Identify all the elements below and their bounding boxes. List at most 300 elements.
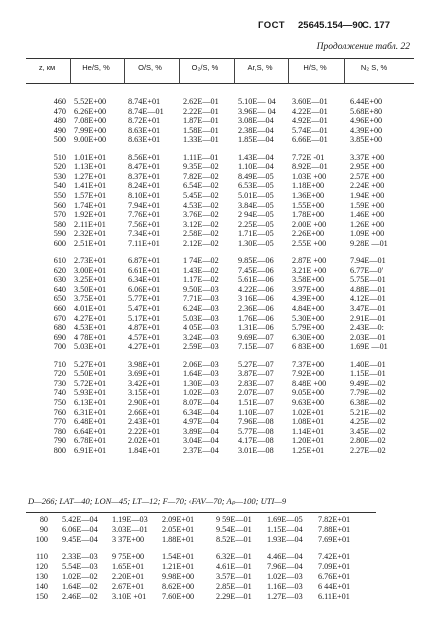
value-cell: 9.45E—04 bbox=[62, 535, 98, 544]
value-cell: 6 83E+00 bbox=[292, 342, 325, 352]
value-cell: 2.00E +00 bbox=[292, 219, 327, 229]
value-cell: 2.02E+01 bbox=[128, 436, 161, 446]
value-cell: 5.17E+01 bbox=[128, 313, 161, 323]
table-row bbox=[0, 191, 422, 201]
table-row bbox=[0, 126, 422, 136]
value-cell: 4 05E—03 bbox=[183, 323, 219, 333]
value-cell: 4 78E+01 bbox=[74, 332, 107, 342]
value-cell: 1.18E+00 bbox=[292, 181, 325, 191]
table-row bbox=[0, 398, 422, 408]
value-cell: 2.57E +00 bbox=[350, 171, 385, 181]
value-cell: 1.10E—07 bbox=[238, 407, 274, 417]
value-cell: 1.02E—02 bbox=[62, 572, 98, 581]
value-cell: 6.11E+01 bbox=[318, 592, 350, 601]
value-cell: 2.36E—06 bbox=[238, 304, 274, 313]
table-row bbox=[0, 172, 422, 182]
altitude-cell: 710 bbox=[53, 359, 66, 369]
value-cell: 1.27E+01 bbox=[74, 171, 107, 181]
value-cell: 8.10E+01 bbox=[128, 190, 161, 200]
value-cell: 2.09E+01 bbox=[162, 515, 195, 524]
value-cell: 8.07E—04 bbox=[183, 397, 219, 407]
altitude-cell: 730 bbox=[53, 378, 66, 388]
value-cell: 6.77E—0' bbox=[350, 265, 384, 275]
value-cell: 5.75E—01 bbox=[350, 275, 386, 285]
altitude-cell: 660 bbox=[53, 304, 66, 313]
value-cell: 3.84E—05 bbox=[238, 200, 274, 210]
value-cell: 1 74E—02 bbox=[183, 256, 219, 266]
value-cell: 4.84E+00 bbox=[292, 304, 325, 313]
value-cell: 2.46E—02 bbox=[62, 592, 98, 601]
altitude-cell: 490 bbox=[53, 125, 66, 135]
value-cell: 4.27E+01 bbox=[74, 313, 107, 323]
value-cell: 2.11E+01 bbox=[74, 219, 106, 229]
altitude-cell: 480 bbox=[53, 116, 66, 126]
value-cell: 1.76E—06 bbox=[238, 313, 274, 323]
value-cell: 9.00E+00 bbox=[74, 135, 107, 145]
altitude-cell: 130 bbox=[35, 572, 48, 581]
value-cell: 8.49E—05 bbox=[238, 171, 274, 181]
value-cell: 4.39E+00 bbox=[292, 294, 325, 304]
value-cell: 5.42E—04 bbox=[62, 515, 98, 524]
value-cell: 3.89E—04 bbox=[183, 426, 219, 436]
table-row bbox=[0, 333, 422, 343]
altitude-cell: 80 bbox=[39, 515, 48, 524]
value-cell: 2.59E—03 bbox=[183, 342, 219, 352]
value-cell: 8.24E+01 bbox=[128, 181, 161, 191]
value-cell: 5.30E+00 bbox=[292, 313, 325, 323]
col-header-n2: N₂ S, % bbox=[360, 63, 388, 72]
value-cell: 3.15E+01 bbox=[128, 388, 161, 398]
value-cell: 2.85E—01 bbox=[216, 582, 252, 591]
value-cell: 4.97E—04 bbox=[183, 417, 219, 427]
value-cell: 8.47E+01 bbox=[128, 162, 161, 172]
value-cell: 9.98E+00 bbox=[162, 572, 195, 581]
value-cell: 6.24E—03 bbox=[183, 304, 219, 313]
value-cell: 4.01E+01 bbox=[74, 304, 107, 313]
value-cell: 5.54E—03 bbox=[62, 562, 98, 571]
value-cell: 4.96E+00 bbox=[350, 116, 383, 126]
value-cell: 7.45E—06 bbox=[238, 265, 274, 275]
value-cell: 8.37E+01 bbox=[128, 171, 161, 181]
value-cell: 5.45E—02 bbox=[183, 190, 219, 200]
table-row bbox=[0, 107, 422, 117]
value-cell: 7.08E+00 bbox=[74, 116, 107, 126]
table-top-rule bbox=[26, 58, 414, 59]
value-cell: 2.32E+01 bbox=[74, 229, 107, 239]
value-cell: 6.53E—05 bbox=[238, 181, 274, 191]
table-row bbox=[0, 408, 422, 418]
value-cell: 5.47E+01 bbox=[128, 304, 161, 313]
value-cell: 3.42E+01 bbox=[128, 378, 161, 388]
altitude-cell: 800 bbox=[53, 445, 66, 455]
altitude-cell: 780 bbox=[53, 426, 66, 436]
value-cell: 9.28E —01 bbox=[350, 238, 388, 248]
value-cell: 6.54E—02 bbox=[183, 181, 219, 191]
value-cell: 4.27E+01 bbox=[128, 342, 161, 352]
value-cell: 8.72E+01 bbox=[128, 116, 161, 126]
value-cell: 6.38E—02 bbox=[350, 397, 386, 407]
table-row bbox=[0, 369, 422, 379]
value-cell: 3.97E+00 bbox=[292, 284, 325, 294]
value-cell: 5.77E—08 bbox=[238, 426, 274, 436]
value-cell: 3.69E+01 bbox=[128, 369, 161, 379]
value-cell: 6.78E+01 bbox=[74, 436, 107, 446]
value-cell: 1.92E+01 bbox=[74, 210, 107, 220]
value-cell: 1.84E+01 bbox=[128, 445, 161, 455]
value-cell: 2.91E—01 bbox=[350, 313, 386, 323]
table-row bbox=[0, 229, 422, 239]
value-cell: 2.67E+01 bbox=[112, 582, 145, 591]
altitude-cell: 610 bbox=[53, 256, 66, 266]
value-cell: 5.27E—07 bbox=[238, 359, 274, 369]
table-row bbox=[0, 323, 422, 333]
value-cell: 4.88E—01 bbox=[350, 284, 386, 294]
value-cell: 1.46E +00 bbox=[350, 210, 385, 220]
value-cell: 3.03E—01 bbox=[112, 525, 148, 534]
value-cell: 7.42E+01 bbox=[318, 552, 351, 561]
value-cell: 1.17E—02 bbox=[183, 275, 219, 285]
table-row bbox=[0, 256, 422, 266]
altitude-cell: 120 bbox=[35, 562, 48, 571]
altitude-cell: 790 bbox=[53, 436, 66, 446]
altitude-cell: 110 bbox=[36, 552, 48, 561]
value-cell: 3.10E +01 bbox=[112, 592, 147, 601]
value-cell: 3.47E—01 bbox=[350, 304, 386, 313]
value-cell: 7.69E+01 bbox=[318, 535, 351, 544]
value-cell: 6.64E+01 bbox=[74, 426, 107, 436]
value-cell: 5.79E+00 bbox=[292, 323, 325, 333]
altitude-cell: 600 bbox=[53, 238, 66, 248]
value-cell: 6.30E+00 bbox=[292, 332, 325, 342]
value-cell: 4.87E+01 bbox=[128, 323, 161, 333]
value-cell: 2.43E+01 bbox=[128, 417, 161, 427]
value-cell: 9 59E—01 bbox=[216, 515, 252, 524]
value-cell: 3.85E+00 bbox=[350, 135, 383, 145]
table-row bbox=[0, 515, 422, 525]
table-row bbox=[0, 436, 422, 446]
value-cell: 1.74E+01 bbox=[74, 200, 107, 210]
value-cell: 1.20E+01 bbox=[292, 436, 325, 446]
value-cell: 1.69E —01 bbox=[350, 342, 388, 352]
altitude-cell: 670 bbox=[53, 313, 66, 323]
value-cell: 6.76E+01 bbox=[318, 572, 351, 581]
value-cell: 7.99E+00 bbox=[74, 125, 107, 135]
value-cell: 2.62E—01 bbox=[183, 97, 219, 106]
altitude-cell: 690 bbox=[53, 332, 66, 342]
value-cell: 4.46E—04 bbox=[267, 552, 303, 561]
value-cell: 3.75E+01 bbox=[74, 294, 107, 304]
value-cell: 2.83E—07 bbox=[238, 378, 274, 388]
value-cell: 8.52E—01 bbox=[216, 535, 252, 544]
table-row bbox=[0, 592, 422, 602]
value-cell: 3.00E+01 bbox=[74, 265, 107, 275]
value-cell: 4.61E—01 bbox=[216, 562, 252, 571]
value-cell: 4.17E—08 bbox=[238, 436, 274, 446]
value-cell: 8.63E+01 bbox=[128, 135, 161, 145]
value-cell: 3.04E—04 bbox=[183, 436, 219, 446]
value-cell: 3.25E+01 bbox=[74, 275, 107, 285]
table-row bbox=[0, 266, 422, 276]
value-cell: 1.10E—04 bbox=[238, 162, 274, 172]
value-cell: 3.45E—02 bbox=[350, 426, 386, 436]
altitude-cell: 760 bbox=[53, 407, 66, 417]
value-cell: 7.15E—07 bbox=[238, 342, 274, 352]
value-cell: 6.91E+01 bbox=[74, 445, 107, 455]
value-cell: 1.02E—03 bbox=[183, 388, 219, 398]
value-cell: 8.56E+01 bbox=[128, 152, 161, 162]
altitude-cell: 140 bbox=[35, 582, 48, 591]
value-cell: 2.73E+01 bbox=[74, 256, 107, 266]
altitude-cell: 630 bbox=[53, 275, 66, 285]
value-cell: 4.22E—01 bbox=[292, 106, 328, 116]
table-row bbox=[0, 314, 422, 324]
table-row bbox=[0, 153, 422, 163]
value-cell: 3 37E+00 bbox=[112, 535, 145, 544]
value-cell: 1.02E—03 bbox=[267, 572, 303, 581]
table-row bbox=[0, 285, 422, 295]
value-cell: 1.93E—04 bbox=[267, 535, 303, 544]
value-cell: 6.66E—01 bbox=[292, 135, 328, 145]
value-cell: 3 16E—06 bbox=[238, 294, 274, 304]
value-cell: 1.64E—02 bbox=[62, 582, 98, 591]
value-cell: 4.22E—06 bbox=[238, 284, 274, 294]
value-cell: 9.35E—02 bbox=[183, 162, 219, 172]
standard-code: ГОСТ bbox=[258, 20, 286, 31]
value-cell: 9.05E+00 bbox=[292, 388, 325, 398]
value-cell: 9 75E+00 bbox=[112, 552, 145, 561]
value-cell: 7.72E -01 bbox=[292, 152, 325, 162]
value-cell: 8.48E +00 bbox=[292, 378, 327, 388]
altitude-cell: 530 bbox=[53, 171, 66, 181]
altitude-cell: 540 bbox=[53, 181, 66, 191]
value-cell: 6 44E+01 bbox=[318, 582, 351, 591]
value-cell: 9.49E—02 bbox=[350, 378, 386, 388]
value-cell: 3.87E—07 bbox=[238, 369, 274, 379]
value-cell: 3.37E +00 bbox=[350, 152, 385, 162]
value-cell: 6.06E—04 bbox=[62, 525, 98, 534]
value-cell: 8.92E—01 bbox=[292, 162, 328, 172]
table-row bbox=[0, 582, 422, 592]
table-row bbox=[0, 360, 422, 370]
value-cell: 2.43E—0: bbox=[350, 323, 384, 333]
altitude-cell: 700 bbox=[53, 342, 66, 352]
value-cell: 2.95E +00 bbox=[350, 162, 385, 172]
value-cell: 2.55E +00 bbox=[292, 238, 327, 248]
table-row bbox=[0, 417, 422, 427]
value-cell: 4.92E—01 bbox=[292, 116, 328, 126]
value-cell: 6.44E+00 bbox=[350, 97, 383, 106]
value-cell: 3.57E—01 bbox=[216, 572, 252, 581]
altitude-cell: 720 bbox=[53, 369, 66, 379]
value-cell: 7.37E+00 bbox=[292, 359, 325, 369]
value-cell: 2.22E—01 bbox=[183, 106, 219, 116]
value-cell: 2.03E—01 bbox=[350, 332, 386, 342]
value-cell: 7.56E+01 bbox=[128, 219, 161, 229]
value-cell: 1.59E +00 bbox=[350, 200, 385, 210]
value-cell: 6.34E+01 bbox=[128, 275, 161, 285]
value-cell: 1.36E+00 bbox=[292, 190, 325, 200]
value-cell: 9.63E+00 bbox=[292, 397, 325, 407]
value-cell: 9.54E—01 bbox=[216, 525, 252, 534]
value-cell: 1.64E—03 bbox=[183, 369, 219, 379]
altitude-cell: 560 bbox=[53, 200, 66, 210]
value-cell: 6.48E+01 bbox=[74, 417, 107, 427]
value-cell: 2.24E +00 bbox=[350, 181, 385, 191]
value-cell: 5.93E+01 bbox=[74, 388, 107, 398]
value-cell: 1.15E—01 bbox=[350, 369, 386, 379]
table-row bbox=[0, 446, 422, 456]
altitude-cell: 740 bbox=[53, 388, 66, 398]
value-cell: 6.06E+01 bbox=[128, 284, 161, 294]
value-cell: 5.01E—05 bbox=[238, 190, 274, 200]
col-header-o: O/S, % bbox=[138, 63, 162, 72]
value-cell: 1.43E—02 bbox=[183, 265, 219, 275]
col-header-he: He/S, % bbox=[82, 63, 110, 72]
value-cell: 2 94E—05 bbox=[238, 210, 274, 220]
value-cell: 3.21E +00 bbox=[292, 265, 327, 275]
value-cell: 8.74E—01 bbox=[128, 106, 164, 116]
value-cell: 1.01E+01 bbox=[74, 152, 107, 162]
value-cell: 3.12E—02 bbox=[183, 219, 219, 229]
value-cell: 2.29E—01 bbox=[216, 592, 252, 601]
value-cell: 7.79E—02 bbox=[350, 388, 386, 398]
table-row bbox=[0, 342, 422, 352]
altitude-cell: 460 bbox=[53, 97, 66, 106]
col-header-z: z, км bbox=[38, 63, 56, 72]
value-cell: 7.94E+01 bbox=[128, 200, 161, 210]
altitude-cell: 650 bbox=[53, 294, 66, 304]
table-row bbox=[0, 388, 422, 398]
value-cell: 2.90E+01 bbox=[128, 397, 161, 407]
value-cell: 3.50E+01 bbox=[74, 284, 107, 294]
value-cell: 5.61E—06 bbox=[238, 275, 274, 285]
value-cell: 7.92E+00 bbox=[292, 369, 325, 379]
table-row bbox=[0, 535, 422, 545]
value-cell: 7.76E+01 bbox=[128, 210, 161, 220]
value-cell: 1.58E—01 bbox=[183, 125, 219, 135]
altitude-cell: 580 bbox=[53, 219, 66, 229]
table-row bbox=[0, 552, 422, 562]
value-cell: 5.21E—02 bbox=[350, 407, 386, 417]
table-row bbox=[0, 275, 422, 285]
value-cell: 3.60E—01 bbox=[292, 97, 328, 106]
table-row bbox=[0, 379, 422, 389]
value-cell: 1.51E—07 bbox=[238, 397, 274, 407]
value-cell: 1.43E—04 bbox=[238, 152, 274, 162]
value-cell: 1.85E—04 bbox=[238, 135, 274, 145]
altitude-cell: 550 bbox=[53, 190, 66, 200]
value-cell: 1.71E—05 bbox=[238, 229, 274, 239]
value-cell: 1.40E—01 bbox=[350, 359, 386, 369]
value-cell: 7.34E+01 bbox=[128, 229, 161, 239]
value-cell: 1.13E+01 bbox=[74, 162, 107, 172]
value-cell: 1.25E+01 bbox=[292, 445, 325, 455]
altitude-cell: 680 bbox=[53, 323, 66, 333]
altitude-cell: 150 bbox=[35, 592, 48, 601]
value-cell: 1.15E—04 bbox=[267, 525, 303, 534]
col-header-o2: O₂/S, % bbox=[191, 63, 219, 72]
value-cell: 8.74E+01 bbox=[128, 97, 161, 106]
value-cell: 2.33E—03 bbox=[62, 552, 98, 561]
value-cell: 2.26E+00 bbox=[292, 229, 325, 239]
value-cell: 3.24E—03 bbox=[183, 332, 219, 342]
value-cell: 4.25E—02 bbox=[350, 417, 386, 427]
altitude-cell: 500 bbox=[53, 135, 66, 145]
value-cell: 3.01E—08 bbox=[238, 445, 274, 455]
value-cell: 7.60E+00 bbox=[162, 592, 195, 601]
value-cell: 2.80E—02 bbox=[350, 436, 386, 446]
value-cell: 1.02E+01 bbox=[292, 407, 325, 417]
value-cell: 7.11E+01 bbox=[128, 238, 160, 248]
value-cell: 6.32E—01 bbox=[216, 552, 252, 561]
value-cell: 1.27E—03 bbox=[267, 592, 303, 601]
value-cell: 1.41E+01 bbox=[74, 181, 107, 191]
value-cell: 1.19E—03 bbox=[112, 515, 148, 524]
page-number: С. 177 bbox=[362, 20, 390, 31]
table-row bbox=[0, 562, 422, 572]
value-cell: 1.31E—06 bbox=[238, 323, 274, 333]
altitude-cell: 640 bbox=[53, 284, 66, 294]
table-row bbox=[0, 294, 422, 304]
value-cell: 7.71E—03 bbox=[183, 294, 219, 304]
value-cell: 7.96E—08 bbox=[238, 417, 274, 427]
value-cell: 5.74E—01 bbox=[292, 125, 328, 135]
value-cell: 2.58E—02 bbox=[183, 229, 219, 239]
value-cell: 5.03E—03 bbox=[183, 313, 219, 323]
table-header-rule bbox=[26, 83, 414, 84]
value-cell: 1.14E+01 bbox=[292, 426, 325, 436]
value-cell: 1.30E—05 bbox=[238, 238, 274, 248]
table-row bbox=[0, 181, 422, 191]
value-cell: 6.13E+01 bbox=[74, 397, 107, 407]
lower-table-top-rule bbox=[26, 512, 376, 513]
value-cell: 1.78E+00 bbox=[292, 210, 325, 220]
value-cell: 4.39E+00 bbox=[350, 125, 383, 135]
value-cell: 9.50E—03 bbox=[183, 284, 219, 294]
value-cell: 1.08E+01 bbox=[292, 417, 325, 427]
value-cell: 4.12E—01 bbox=[350, 294, 386, 304]
table-row bbox=[0, 97, 422, 107]
value-cell: 1.65E+01 bbox=[112, 562, 145, 571]
value-cell: 1.87E—01 bbox=[183, 116, 219, 126]
value-cell: 2.20E+01 bbox=[112, 572, 145, 581]
value-cell: 3.58E+00 bbox=[292, 275, 325, 285]
value-cell: 1.09E +00 bbox=[350, 229, 385, 239]
value-cell: 5.03E+01 bbox=[74, 342, 107, 352]
value-cell: 2.25E—05 bbox=[238, 219, 274, 229]
value-cell: 6.34E—04 bbox=[183, 407, 219, 417]
value-cell: 7.82E+01 bbox=[318, 515, 351, 524]
value-cell: 1.54E+01 bbox=[162, 552, 195, 561]
value-cell: 5.52E+00 bbox=[74, 97, 107, 106]
altitude-cell: 620 bbox=[53, 265, 66, 275]
value-cell: 9.85E—06 bbox=[238, 256, 274, 266]
table-continuation: Продолжение табл. 22 bbox=[316, 42, 410, 52]
table-row bbox=[0, 201, 422, 211]
value-cell: 4.53E+01 bbox=[74, 323, 107, 333]
value-cell: 4.57E+01 bbox=[128, 332, 161, 342]
value-cell: 1.88E+01 bbox=[162, 535, 195, 544]
table-row bbox=[0, 162, 422, 172]
table-row bbox=[0, 525, 422, 535]
value-cell: 6.31E+01 bbox=[74, 407, 107, 417]
value-cell: 2.22E+01 bbox=[128, 426, 161, 436]
value-cell: 5.27E+01 bbox=[74, 359, 107, 369]
table-row bbox=[0, 239, 422, 249]
value-cell: 6.26E+00 bbox=[74, 106, 107, 116]
altitude-cell: 570 bbox=[53, 210, 66, 220]
value-cell: 2.07E—07 bbox=[238, 388, 274, 398]
